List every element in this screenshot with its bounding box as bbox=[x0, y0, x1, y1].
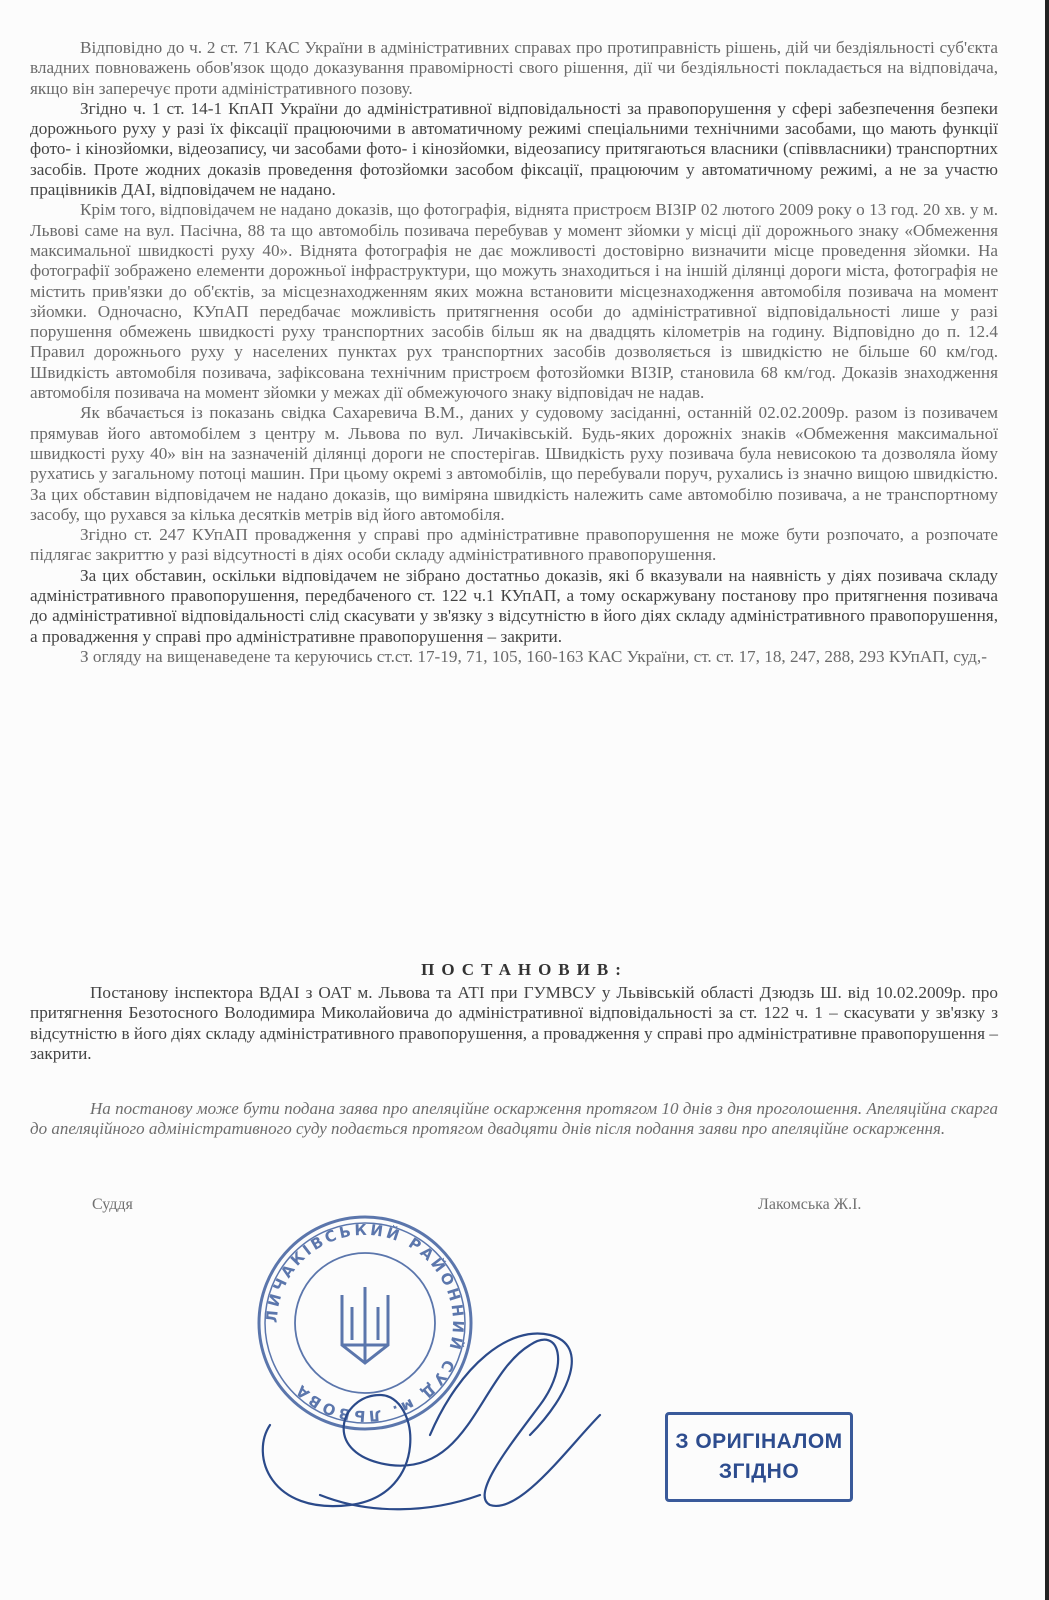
appeal-notice bbox=[30, 1099, 998, 1139]
paragraph-legal-basis: З огляду на вищенаведене та керуючись ст.ст. 17-19, 71, 105, 160-163 КАС України, ст. ст. 17, 18, 247, 288, 293 КУпАП, суд,- bbox=[80, 646, 987, 666]
judge-name: Лакомська Ж.І. bbox=[758, 1196, 862, 1213]
stamp-line-2: ЗГІДНО bbox=[718, 1460, 800, 1483]
resolution-text: Постанову інспектора ВДАІ з ОАТ м. Львова та АТІ при ГУМВСУ у Львівській області Дзюдзь Ш. від 10.02.2009р. про притягнення Безотосного Володимира Миколайовича до адміністративної відповідальності за ст. 122 ч. 1 – скасувати у зв'язку з відсутністю в його діях складу адміністративного правопорушення, а провадження у справі про адміністративне правопорушення – закрити. bbox=[30, 983, 998, 1063]
court-seal-with-signature bbox=[230, 1195, 660, 1525]
appeal-text: На постанову може бути подана заява про апеляційне оскарження протягом 10 днів з дня проголошення. Апеляційна скарга до апеляційного адміністративного суду подається протягом двадцяти днів після подання заяви про апеляційне оскарження. bbox=[30, 1099, 998, 1138]
resolution-heading: ПОСТАНОВИВ: bbox=[421, 960, 628, 979]
certified-copy-stamp bbox=[665, 1412, 853, 1502]
stamp-line-1: З ОРИГІНАЛОМ bbox=[675, 1430, 843, 1453]
paragraph-article-14-1: Згідно ч. 1 ст. 14-1 КпАП України до адміністративної відповідальності за правопорушення у сфері забезпечення безпеки дорожнього руху у разі їх фіксації працюючими в автоматичному режимі спеціальними технічними засобами, що мають функції фото- і кінозйомки, відеозапису, чи засобами фото- і кінозйомки, відеозапису притягаються власники (співвласники) транспортних засобів. Проте жодних доказів проведення фотозйомки засобом фіксації, працюючим у автоматичному режимі, а не за участю працівників ДАІ, відповідачем не надано. bbox=[30, 98, 998, 200]
signature-icon bbox=[263, 1333, 600, 1509]
paragraph-burden-of-proof: Відповідно до ч. 2 ст. 71 КАС України в адміністративних справах про протиправність рішень, дій чи бездіяльності суб'єкта владних повноважень обов'язок щодо доказування правомірності свого рішення, дії чи бездіяльності покладається на відповідача, якщо він заперечує проти адміністративного позову. bbox=[30, 38, 998, 98]
judge-label: Суддя bbox=[92, 1196, 133, 1213]
paragraph-conclusion: За цих обставин, оскільки відповідачем не зібрано достатньо доказів, які б вказували на наявність у діях позивача складу адміністративного правопорушення, передбаченого ст. 122 ч.1 КУпАП, а тому оскаржувану постанову про притягнення позивача до адміністративної відповідальності слід скасувати у зв'язку з відсутністю в його діях складу адміністративного правопорушення, а провадження у справі про адміністративне правопорушення – закрити. bbox=[30, 565, 998, 646]
paragraph-article-247: Згідно ст. 247 КУпАП провадження у справі про адміністративне правопорушення не може бути розпочато, а розпочате підлягає закриттю у разі відсутності в діях особи складу адміністративного правопорушення. bbox=[30, 525, 998, 565]
paragraph-photo-evidence: Крім того, відповідачем не надано доказів, що фотографія, віднята пристроєм ВІЗІР 02 лютого 2009 року о 13 год. 20 хв. у м. Львові саме на вул. Пасічна, 88 та що автомобіль позивача перебував у момент зйомки у місці дії дорожнього знаку «Обмеження максимальної швидкості руху 40». Віднята фотографія не дає можливості достовірно визначити місце проведення зйомки. На фотографії зображено елементи дорожньої інфраструктури, що можуть знаходиться і на іншій ділянці дороги міста, фотографія не містить прив'язки до об'єктів, за місцезнаходженням яких можна встановити місцезнаходження автомобіля позивача на момент зйомки. Одночасно, КУпАП передбачає можливість притягнення особи до адміністративної відповідальності лише у разі порушення обмежень швидкості руху транспортних засобів більш як на двадцять кілометрів на годину. Відповідно до п. 12.4 Правил дорожнього руху у населених пунктах рух транспортних засобів дозволяється із швидкістю не більше 60 км/год. Швидкість автомобіля позивача, зафіксована технічним пристроєм фотозйомки ВІЗІР, становила 68 км/год. Доказів знаходження автомобіля позивача на момент зйомки у межах дії обмежуючого знаку відповідач не надав. bbox=[30, 200, 998, 403]
seal-ring-text: ЛИЧАКІВСЬКИЙ РАЙОННИЙ СУД м. ЛЬВОВА bbox=[262, 1220, 468, 1426]
paragraph-witness-testimony: Як вбачається із показань свідка Сахаревича В.М., даних у судовому засіданні, останній 02.02.2009р. разом із позивачем прямував його автомобілем з центру м. Львова по вул. Личаківській. Будь-яких дорожніх знаків «Обмеження максимальної швидкості руху 40» він на зазначеній ділянці дороги не спостерігав. Швидкість руху позивача була невисокою та дозволяла йому рухатись у загальному потоці машин. При цьому окремі з автомобілів, що перебували поруч, рухались із значно вищою швидкістю. За цих обставин відповідачем не надано доказів, що виміряна швидкість належить саме автомобілю позивача, а не транспортному засобу, що рухався за кілька десятків метрів від його автомобіля. bbox=[30, 403, 998, 524]
trident-icon bbox=[342, 1287, 388, 1363]
document-body bbox=[30, 38, 998, 667]
page-edge bbox=[1045, 0, 1049, 1600]
resolution-block bbox=[30, 983, 998, 1064]
